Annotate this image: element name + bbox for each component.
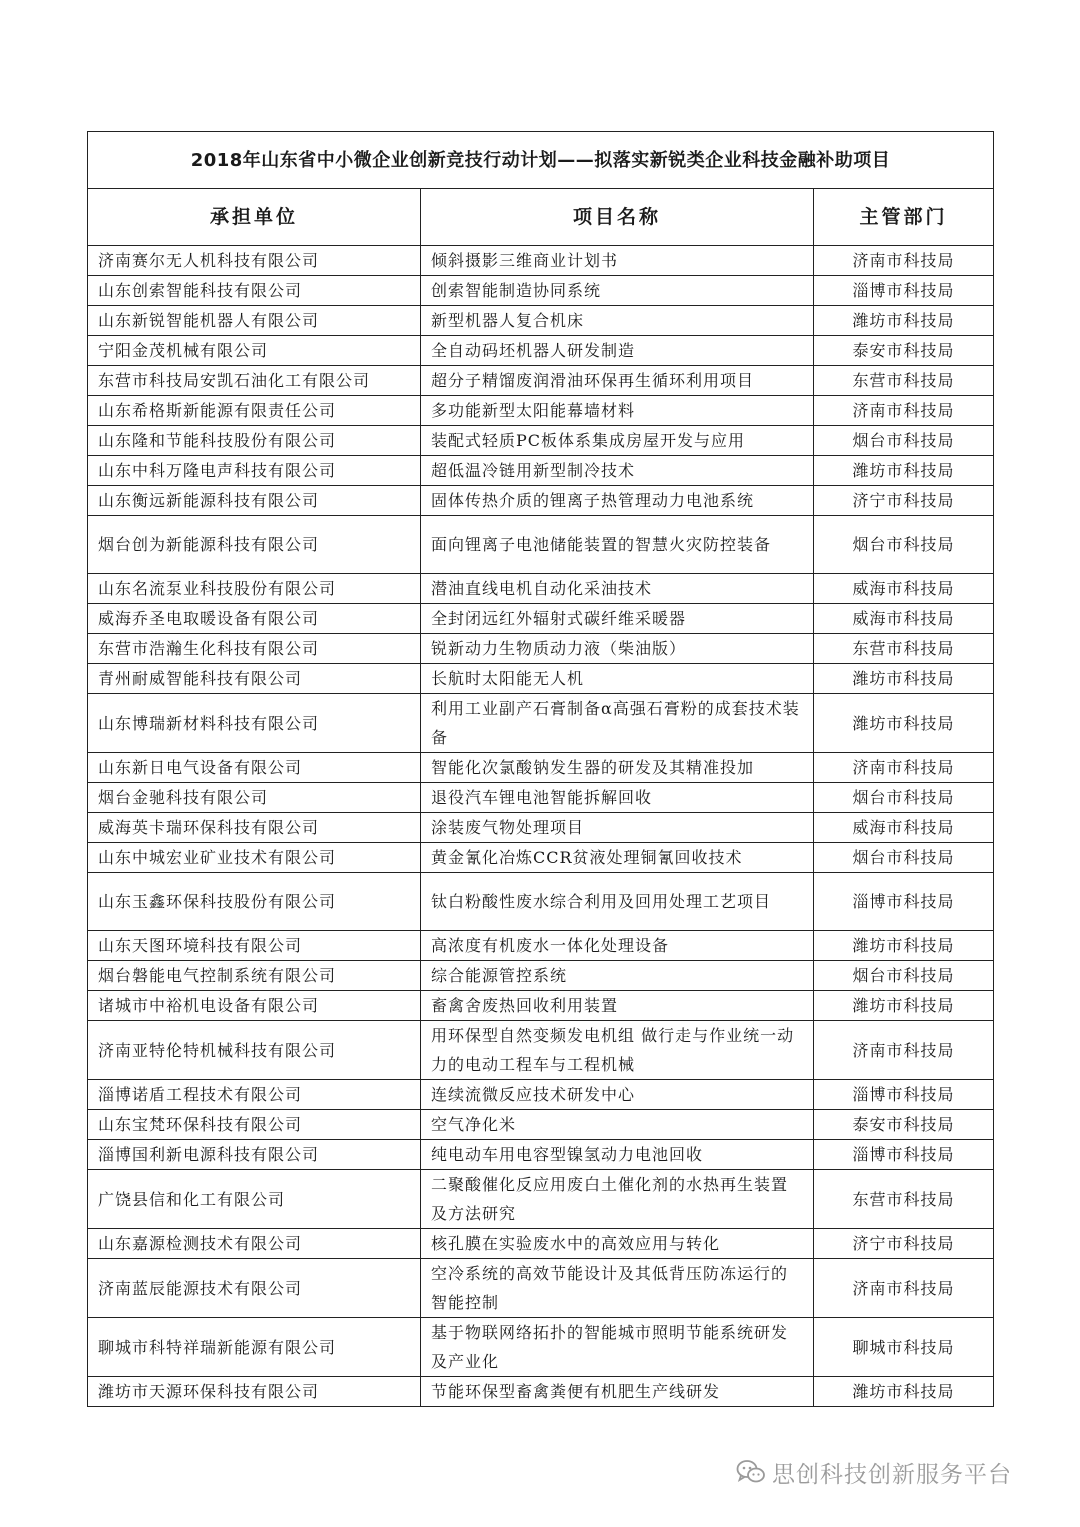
table-row <box>88 694 994 753</box>
cell-department: 东营市科技局 <box>814 366 994 396</box>
cell-department: 济南市科技局 <box>814 753 994 783</box>
cell-department: 潍坊市科技局 <box>814 694 994 753</box>
cell-department: 泰安市科技局 <box>814 336 994 366</box>
table-row <box>88 961 994 991</box>
cell-unit: 山东中城宏业矿业技术有限公司 <box>88 843 421 873</box>
cell-project-name: 黄金氰化冶炼CCR贫液处理铜氰回收技术 <box>421 843 814 873</box>
wechat-icon <box>736 1459 766 1485</box>
cell-department: 潍坊市科技局 <box>814 664 994 694</box>
cell-department: 济南市科技局 <box>814 1021 994 1080</box>
cell-department: 威海市科技局 <box>814 604 994 634</box>
table-row <box>88 604 994 634</box>
table-row <box>88 246 994 276</box>
table-row <box>88 456 994 486</box>
project-table <box>87 131 994 1407</box>
cell-project-name: 节能环保型畜禽粪便有机肥生产线研发 <box>421 1377 814 1407</box>
cell-project-name: 锐新动力生物质动力液（柴油版） <box>421 634 814 664</box>
cell-department: 东营市科技局 <box>814 1170 994 1229</box>
table-row <box>88 426 994 456</box>
table-title: 2018年山东省中小微企业创新竞技行动计划——拟落实新锐类企业科技金融补助项目 <box>88 132 994 189</box>
cell-department: 济南市科技局 <box>814 246 994 276</box>
cell-project-name: 潜油直线电机自动化采油技术 <box>421 574 814 604</box>
cell-unit: 烟台创为新能源科技有限公司 <box>88 516 421 574</box>
cell-unit: 山东玉鑫环保科技股份有限公司 <box>88 873 421 931</box>
table-row <box>88 1080 994 1110</box>
cell-project-name: 创索智能制造协同系统 <box>421 276 814 306</box>
cell-project-name: 二聚酸催化反应用废白土催化剂的水热再生装置及方法研究 <box>421 1170 814 1229</box>
cell-project-name: 综合能源管控系统 <box>421 961 814 991</box>
cell-unit: 烟台金驰科技有限公司 <box>88 783 421 813</box>
cell-unit: 山东嘉源检测技术有限公司 <box>88 1229 421 1259</box>
cell-department: 泰安市科技局 <box>814 1110 994 1140</box>
cell-unit: 青州耐威智能科技有限公司 <box>88 664 421 694</box>
cell-unit: 济南亚特伦特机械科技有限公司 <box>88 1021 421 1080</box>
cell-department: 烟台市科技局 <box>814 783 994 813</box>
cell-project-name: 涂装废气物处理项目 <box>421 813 814 843</box>
cell-department: 淄博市科技局 <box>814 1080 994 1110</box>
table-row <box>88 486 994 516</box>
cell-unit: 山东新锐智能机器人有限公司 <box>88 306 421 336</box>
table-row <box>88 1377 994 1407</box>
cell-unit: 济南赛尔无人机科技有限公司 <box>88 246 421 276</box>
cell-department: 聊城市科技局 <box>814 1318 994 1377</box>
cell-unit: 烟台磐能电气控制系统有限公司 <box>88 961 421 991</box>
cell-unit: 山东博瑞新材料科技有限公司 <box>88 694 421 753</box>
cell-department: 威海市科技局 <box>814 813 994 843</box>
header-department: 主管部门 <box>814 189 994 246</box>
table-row <box>88 783 994 813</box>
cell-unit: 山东名流泵业科技股份有限公司 <box>88 574 421 604</box>
cell-department: 烟台市科技局 <box>814 843 994 873</box>
cell-project-name: 高浓度有机废水一体化处理设备 <box>421 931 814 961</box>
cell-department: 济宁市科技局 <box>814 1229 994 1259</box>
cell-department: 东营市科技局 <box>814 634 994 664</box>
cell-unit: 威海英卡瑞环保科技有限公司 <box>88 813 421 843</box>
cell-department: 烟台市科技局 <box>814 961 994 991</box>
cell-department: 淄博市科技局 <box>814 276 994 306</box>
cell-department: 烟台市科技局 <box>814 516 994 574</box>
cell-project-name: 全自动码坯机器人研发制造 <box>421 336 814 366</box>
cell-project-name: 基于物联网络拓扑的智能城市照明节能系统研发及产业化 <box>421 1318 814 1377</box>
cell-project-name: 用环保型自然变频发电机组 做行走与作业统一动力的电动工程车与工程机械 <box>421 1021 814 1080</box>
table-row <box>88 276 994 306</box>
table-row <box>88 306 994 336</box>
cell-project-name: 智能化次氯酸钠发生器的研发及其精准投加 <box>421 753 814 783</box>
cell-department: 潍坊市科技局 <box>814 456 994 486</box>
cell-department: 烟台市科技局 <box>814 426 994 456</box>
cell-unit: 淄博国利新电源科技有限公司 <box>88 1140 421 1170</box>
cell-unit: 聊城市科特祥瑞新能源有限公司 <box>88 1318 421 1377</box>
table-row <box>88 1110 994 1140</box>
cell-department: 潍坊市科技局 <box>814 1377 994 1407</box>
table-row <box>88 753 994 783</box>
watermark-text: 思创科技创新服务平台 <box>772 1461 1012 1488</box>
cell-project-name: 全封闭远红外辐射式碳纤维采暖器 <box>421 604 814 634</box>
table-row <box>88 873 994 931</box>
cell-project-name: 利用工业副产石膏制备α高强石膏粉的成套技术装备 <box>421 694 814 753</box>
cell-project-name: 面向锂离子电池储能装置的智慧火灾防控装备 <box>421 516 814 574</box>
cell-project-name: 新型机器人复合机床 <box>421 306 814 336</box>
cell-project-name: 纯电动车用电容型镍氢动力电池回收 <box>421 1140 814 1170</box>
cell-project-name: 多功能新型太阳能幕墙材料 <box>421 396 814 426</box>
cell-unit: 山东天图环境科技有限公司 <box>88 931 421 961</box>
table-row <box>88 1021 994 1080</box>
cell-project-name: 超低温冷链用新型制冷技术 <box>421 456 814 486</box>
table-row <box>88 843 994 873</box>
table-row <box>88 991 994 1021</box>
table-row <box>88 1318 994 1377</box>
cell-project-name: 钛白粉酸性废水综合利用及回用处理工艺项目 <box>421 873 814 931</box>
cell-unit: 广饶县信和化工有限公司 <box>88 1170 421 1229</box>
cell-unit: 济南蓝辰能源技术有限公司 <box>88 1259 421 1318</box>
cell-unit: 山东希格斯新能源有限责任公司 <box>88 396 421 426</box>
cell-department: 威海市科技局 <box>814 574 994 604</box>
cell-project-name: 退役汽车锂电池智能拆解回收 <box>421 783 814 813</box>
table-row <box>88 634 994 664</box>
cell-project-name: 超分子精馏废润滑油环保再生循环利用项目 <box>421 366 814 396</box>
header-row <box>88 189 994 246</box>
table-row <box>88 1140 994 1170</box>
cell-unit: 山东中科万隆电声科技有限公司 <box>88 456 421 486</box>
cell-department: 济南市科技局 <box>814 1259 994 1318</box>
cell-project-name: 连续流微反应技术研发中心 <box>421 1080 814 1110</box>
table-row <box>88 1229 994 1259</box>
cell-project-name: 核孔膜在实验废水中的高效应用与转化 <box>421 1229 814 1259</box>
cell-project-name: 固体传热介质的锂离子热管理动力电池系统 <box>421 486 814 516</box>
cell-unit: 宁阳金茂机械有限公司 <box>88 336 421 366</box>
cell-department: 潍坊市科技局 <box>814 991 994 1021</box>
title-row <box>88 132 994 189</box>
cell-unit: 诸城市中裕机电设备有限公司 <box>88 991 421 1021</box>
table-row <box>88 336 994 366</box>
table-row <box>88 574 994 604</box>
cell-project-name: 空冷系统的高效节能设计及其低背压防冻运行的智能控制 <box>421 1259 814 1318</box>
watermark <box>736 1455 1012 1489</box>
cell-unit: 山东宝梵环保科技有限公司 <box>88 1110 421 1140</box>
cell-unit: 东营市科技局安凯石油化工有限公司 <box>88 366 421 396</box>
cell-unit: 淄博诺盾工程技术有限公司 <box>88 1080 421 1110</box>
table-row <box>88 931 994 961</box>
header-project-name: 项目名称 <box>421 189 814 246</box>
table-row <box>88 366 994 396</box>
cell-unit: 威海乔圣电取暖设备有限公司 <box>88 604 421 634</box>
cell-department: 潍坊市科技局 <box>814 306 994 336</box>
table-row <box>88 813 994 843</box>
cell-project-name: 畜禽舍废热回收利用装置 <box>421 991 814 1021</box>
table-row <box>88 1259 994 1318</box>
table-row <box>88 516 994 574</box>
cell-department: 济宁市科技局 <box>814 486 994 516</box>
cell-unit: 山东衡远新能源科技有限公司 <box>88 486 421 516</box>
cell-project-name: 空气净化米 <box>421 1110 814 1140</box>
cell-department: 济南市科技局 <box>814 396 994 426</box>
cell-unit: 东营市浩瀚生化科技有限公司 <box>88 634 421 664</box>
cell-unit: 山东新日电气设备有限公司 <box>88 753 421 783</box>
cell-project-name: 装配式轻质PC板体系集成房屋开发与应用 <box>421 426 814 456</box>
cell-unit: 潍坊市天源环保科技有限公司 <box>88 1377 421 1407</box>
table-row <box>88 1170 994 1229</box>
cell-project-name: 长航时太阳能无人机 <box>421 664 814 694</box>
table-row <box>88 396 994 426</box>
header-unit: 承担单位 <box>88 189 421 246</box>
table-body <box>88 132 994 1407</box>
cell-department: 淄博市科技局 <box>814 1140 994 1170</box>
table-row <box>88 664 994 694</box>
cell-unit: 山东隆和节能科技股份有限公司 <box>88 426 421 456</box>
cell-department: 潍坊市科技局 <box>814 931 994 961</box>
cell-unit: 山东创索智能科技有限公司 <box>88 276 421 306</box>
cell-project-name: 倾斜摄影三维商业计划书 <box>421 246 814 276</box>
cell-department: 淄博市科技局 <box>814 873 994 931</box>
